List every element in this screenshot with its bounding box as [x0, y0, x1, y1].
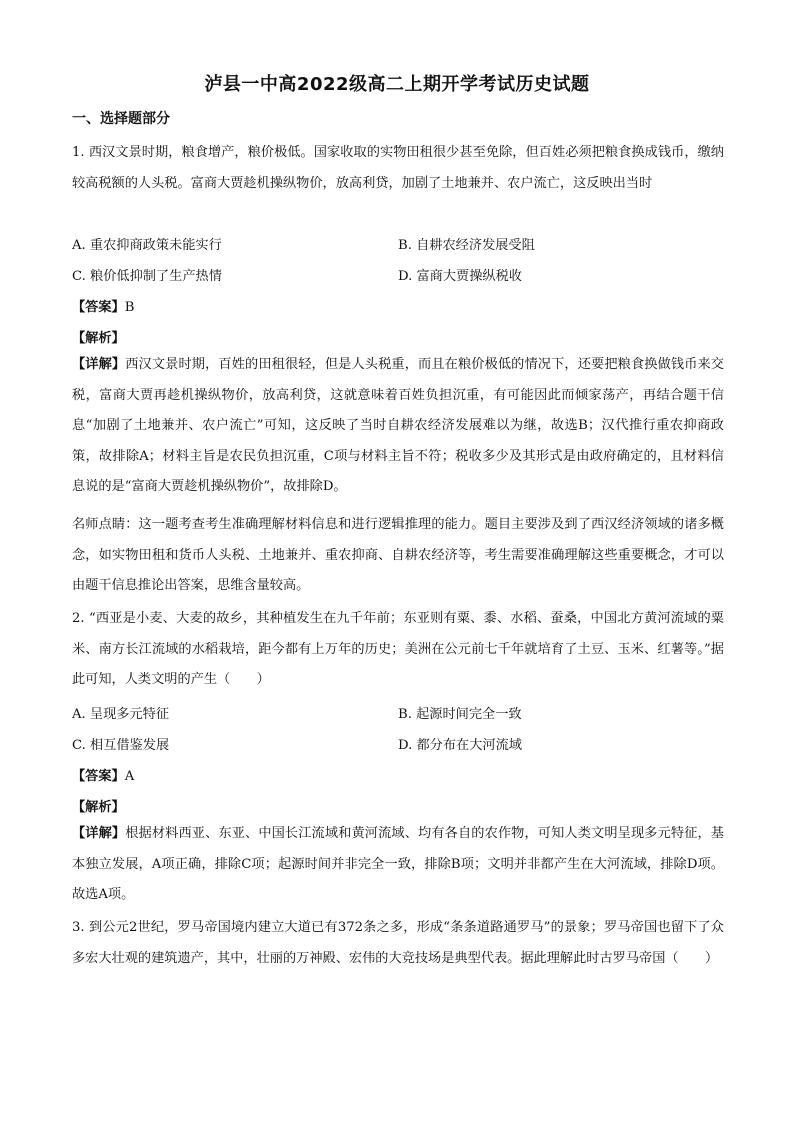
q1-analysis-label: 【解析】 — [72, 331, 125, 346]
q1-detail-label: 【详解】 — [72, 357, 126, 372]
q2-detail-text: 根据材料西亚、东亚、中国长江流域和黄河流域、均有各自的农作物，可知人类文明呈现多元特征，基本独立发展，A项正确，排除C项；起源时间并非完全一致，排除B项；文明并非都产生在大河流域，排除D项。故选A项。 — [72, 826, 724, 903]
q2-answer — [72, 765, 134, 784]
q1-option-a: A. 重农抑商政策未能实行 — [72, 238, 222, 253]
q1-answer-label: 【答案】 — [72, 300, 125, 315]
q1-answer — [72, 296, 134, 315]
q2-option-b: B. 起源时间完全一致 — [398, 707, 522, 722]
q1-detail — [72, 350, 724, 503]
q1-detail-text: 西汉文景时期，百姓的田租很轻，但是人头税重，而且在粮价极低的情况下，还要把粮食换做钱币来交税，富商大贾再趁机操纵物价，放高利贷，这就意味着百姓负担沉重，有可能因此而倾家荡产，再结合题干信息“加剧了土地兼并、农户流亡”可知，这反映了当时自耕农经济发展难以为继，故选B；汉代推行重农抑商政策，故排除A；材料主旨是农民负担沉重，C项与材料主旨不符；税收多少及其形式是由政府确定的，且材料信息说的是“富商大贾趁机操纵物价”，故排除D。 — [72, 357, 724, 495]
q1-option-b: B. 自耕农经济发展受阻 — [398, 238, 535, 253]
q2-option-d: D. 都分布在大河流域 — [398, 738, 522, 753]
q2-answer-label: 【答案】 — [72, 769, 125, 784]
q1-option-d: D. 富商大贾操纵税收 — [398, 269, 522, 284]
question-3-stem: 3. 到公元2世纪，罗马帝国境内建立大道已有372条之多，形成“条条道路通罗马”的景象；罗马帝国也留下了众多宏大壮观的建筑遗产，其中，壮丽的万神殿、宏伟的大竞技场是典型代表。据此理解此时古罗马帝国（ ） — [72, 920, 724, 966]
page-title: 泸县一中高2022级高二上期开学考试历史试题 — [204, 74, 590, 95]
section-heading: 一、选择题部分 — [72, 111, 170, 127]
q2-detail — [72, 819, 724, 911]
q1-answer-value: B — [124, 300, 135, 315]
q2-analysis-label: 【解析】 — [72, 800, 125, 815]
q1-option-c: C. 粮价低抑制了生产热情 — [72, 269, 222, 284]
q1-comment: 名师点睛：这一题考查考生准确理解材料信息和进行逻辑推理的能力。题目主要涉及到了西汉经济领域的诸多概念，如实物田租和货币人头税、土地兼并、重农抑商、自耕农经济等，考生需要准确理解这些重要概念，才可以由题干信息推论出答案，思维含量较高。 — [72, 517, 724, 594]
q2-option-a: A. 呈现多元特征 — [72, 707, 170, 722]
q2-answer-value: A — [124, 769, 135, 784]
question-2-stem: 2. “西亚是小麦、大麦的故乡，其种植发生在九千年前；东亚则有粟、黍、水稻、蚕桑，中国北方黄河流域的粟米、南方长江流域的水稻栽培，距今都有上万年的历史；美洲在公元前七千年就培育了土豆、玉米、红薯等。”据此可知，人类文明的产生（ ） — [72, 611, 724, 688]
q2-option-c: C. 相互借鉴发展 — [72, 738, 170, 753]
question-1-stem: 1. 西汉文景时期，粮食增产，粮价极低。国家收取的实物田租很少甚至免除，但百姓必须把粮食换成钱币，缴纳较高税额的人头税。富商大贾趁机操纵物价，放高利贷，加剧了土地兼并、农户流亡，这反映出当时 — [72, 145, 724, 191]
q2-detail-label: 【详解】 — [72, 826, 126, 841]
